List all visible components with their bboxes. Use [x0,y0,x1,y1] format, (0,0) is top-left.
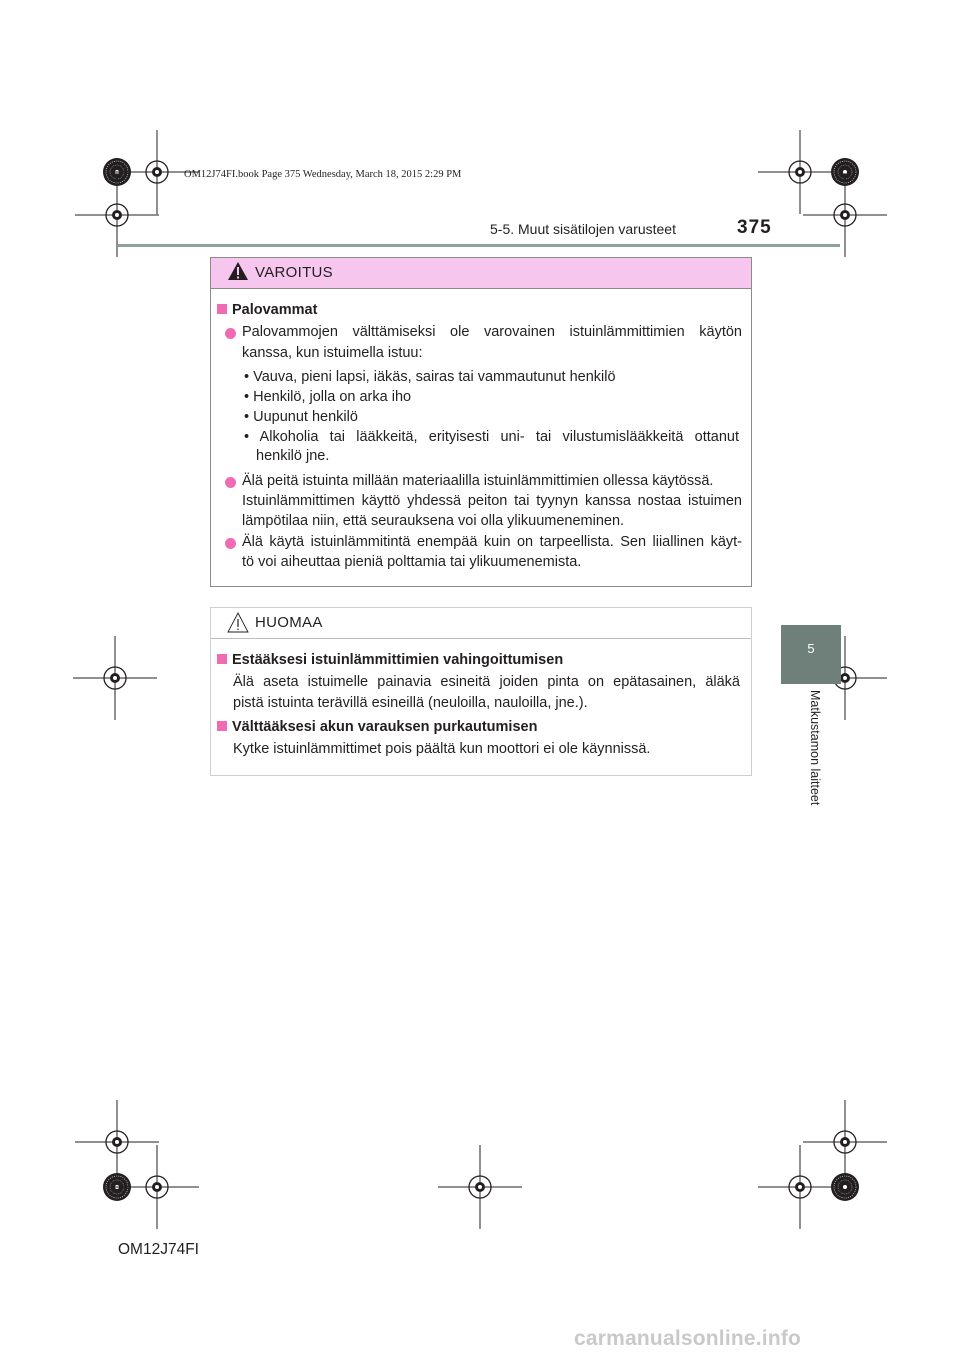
chapter-tab [781,625,841,684]
page-number: 375 [737,217,772,238]
warning-triangle-icon [227,261,249,281]
warning-bullet-2-line-1: Älä peitä istuinta millään materiaalilla istuinlämmittimien ollessa käytössä. [242,473,714,489]
manual-code: OM12J74FI [118,1241,199,1258]
chapter-number: 5 [807,641,815,656]
chapter-label: Matkustamon laitteet [808,690,822,806]
list-item: • Alkoholia tai lääkkeitä, erityisesti uni- tai vilustumislääkkeitä ottanut [244,429,739,445]
rosette-icon [831,1173,859,1201]
notice-heading-2: Välttääksesi akun varauksen purkautumisen [217,717,537,737]
list-item: • Uupunut henkilö [244,409,358,425]
warning-bullet-1-line-1: Palovammojen välttämiseksi ole varovainen istuinlämmittimien käytön [242,324,742,340]
warning-box [210,257,752,587]
notice-heading-1: Estääksesi istuinlämmittimien vahingoittumisen [217,650,563,670]
notice-text-1-line-2: pistä istuinta terävillä esineillä (neuloilla, nauloilla, jne.). [233,695,588,711]
caution-triangle-icon [227,612,249,634]
notice-text-1-line-1: Älä aseta istuimelle painavia esineitä joiden pinta on epätasainen, äläkä [233,674,740,690]
crosshair-icon [115,1145,199,1229]
square-bullet-icon [217,654,227,664]
header-rule [118,244,840,247]
crosshair-icon [803,1100,887,1184]
warning-heading: Palovammat [217,300,317,320]
warning-bullet-2-line-2: Istuinlämmittimen käyttö yhdessä peiton tai tyynyn kanssa nostaa istuimen [242,493,742,509]
watermark: carmanualsonline.info [574,1327,802,1350]
list-item: • Vauva, pieni lapsi, iäkäs, sairas tai vammautunut henkilö [244,369,616,385]
round-bullet-icon [225,477,236,488]
warning-bullet-3-line-2: tö voi aiheuttaa pieniä polttamia tai ylikuumenemista. [242,554,582,570]
warning-title: VAROITUS [255,264,333,281]
book-imprint: OM12J74FI.book Page 375 Wednesday, March 18, 2015 2:29 PM [184,169,462,180]
list-item-continuation: henkilö jne. [256,448,330,464]
crosshair-icon [758,130,842,214]
notice-title: HUOMAA [255,614,323,631]
list-item: • Henkilö, jolla on arka iho [244,389,412,405]
notice-text-2: Kytke istuinlämmittimet pois päältä kun moottori ei ole käynnissä. [233,741,651,757]
crosshair-icon [75,1100,159,1184]
square-bullet-icon [217,304,227,314]
notice-header [211,608,751,639]
square-bullet-icon [217,721,227,731]
warning-header [211,258,751,289]
warning-bullet-3-line-1: Älä käytä istuinlämmitintä enempää kuin on tarpeellista. Sen liiallinen käyt- [242,534,742,550]
notice-box [210,607,752,776]
round-bullet-icon [225,538,236,549]
crosshair-icon [73,636,157,720]
round-bullet-icon [225,328,236,339]
warning-bullet-2-line-3: lämpötilaa niin, että seurauksena voi olla ylikuumeneminen. [242,513,625,529]
section-title: 5-5. Muut sisätilojen varusteet [490,221,676,237]
warning-bullet-1-line-2: kanssa, kun istuimella istuu: [242,345,423,361]
crosshair-icon [438,1145,522,1229]
crosshair-icon [758,1145,842,1229]
